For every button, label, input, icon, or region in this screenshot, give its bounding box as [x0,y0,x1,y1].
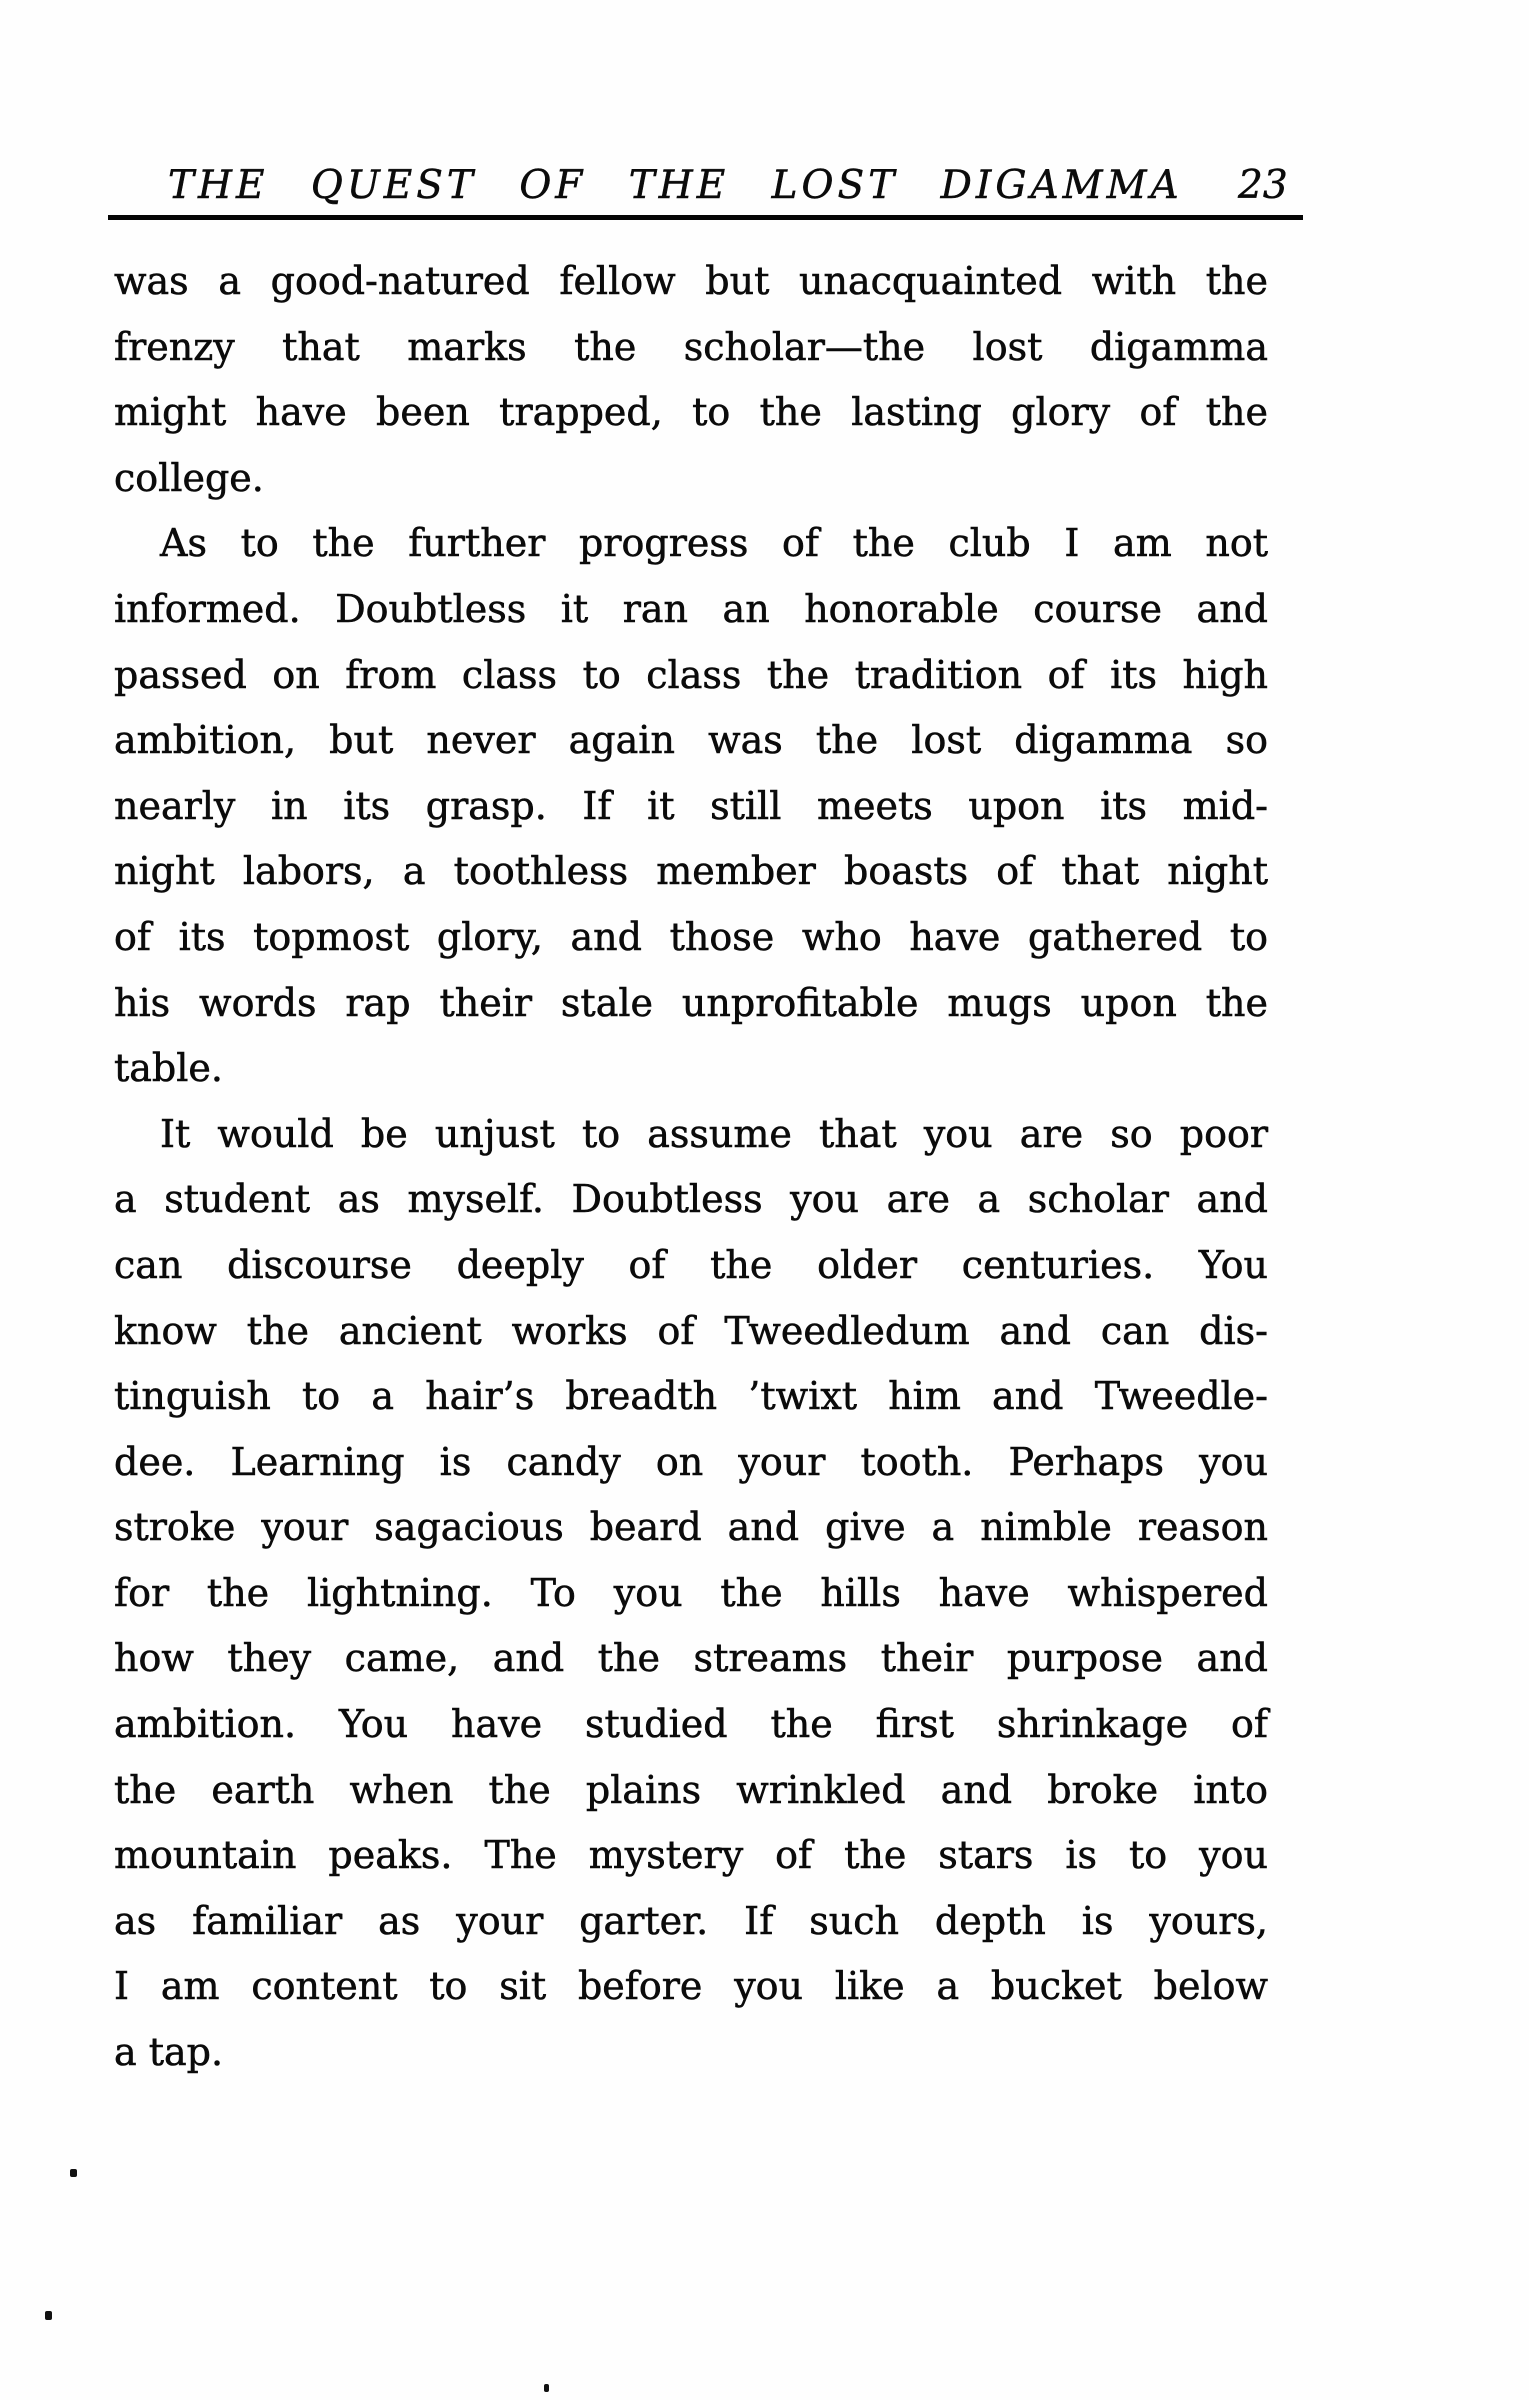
page-number: 23 [1238,163,1288,208]
text-line: passed on from class to class the tradition of its high [114,652,1268,697]
header-rule [108,215,1303,220]
text-line: how they came, and the streams their purpose and [114,1636,1268,1681]
paragraph [114,249,1268,511]
text-line: a tap. [114,2030,224,2075]
text-line: table. [114,1046,223,1091]
text-line: can discourse deeply of the older centuries. You [114,1242,1268,1287]
text-line: ambition. You have studied the first shrinkage of [114,1702,1268,1747]
ink-speck [45,2311,52,2320]
text-line: the earth when the plains wrinkled and broke into [114,1767,1268,1812]
text-line: know the ancient works of Tweedledum and can dis- [114,1308,1268,1353]
ink-speck [70,2169,77,2177]
text-line: tinguish to a hair’s breadth ’twixt him and Tweedle- [114,1374,1268,1419]
text-line: I am content to sit before you like a bucket below [114,1964,1268,2009]
text-line: ambition, but never again was the lost digamma so [114,718,1268,763]
text-line: night labors, a toothless member boasts of that night [114,849,1268,894]
text-line: a student as myself. Doubtless you are a scholar and [114,1177,1268,1222]
ink-speck [544,2384,549,2392]
text-line: It would be unjust to assume that you are so poor [160,1111,1268,1156]
text-line: college. [114,455,264,500]
text-line: dee. Learning is candy on your tooth. Perhaps you [114,1439,1268,1484]
text-line: for the lightning. To you the hills have whispered [114,1570,1268,1615]
text-line: as familiar as your garter. If such depth is yours, [114,1898,1268,1943]
text-line: informed. Doubtless it ran an honorable course and [114,586,1268,631]
running-header [110,163,1302,213]
text-line: stroke your sagacious beard and give a nimble reason [114,1505,1268,1550]
text-line: As to the further progress of the club I am not [160,521,1268,566]
text-line: nearly in its grasp. If it still meets upon its mid- [114,783,1268,828]
paragraph [114,1102,1268,2086]
text-line: was a good-natured fellow but unacquainted with the [114,259,1268,303]
text-line: of its topmost glory, and those who have gathered to [114,914,1268,959]
text-line: frenzy that marks the scholar—the lost digamma [114,324,1268,369]
paragraph [114,511,1268,1101]
text-line: his words rap their stale unprofitable mugs upon the [114,980,1268,1025]
text-block [114,249,1268,2086]
page-title: THE QUEST OF THE LOST DIGAMMA [168,163,1183,208]
text-line: mountain peaks. The mystery of the stars is to you [114,1833,1268,1878]
text-line: might have been trapped, to the lasting glory of the [114,390,1268,435]
